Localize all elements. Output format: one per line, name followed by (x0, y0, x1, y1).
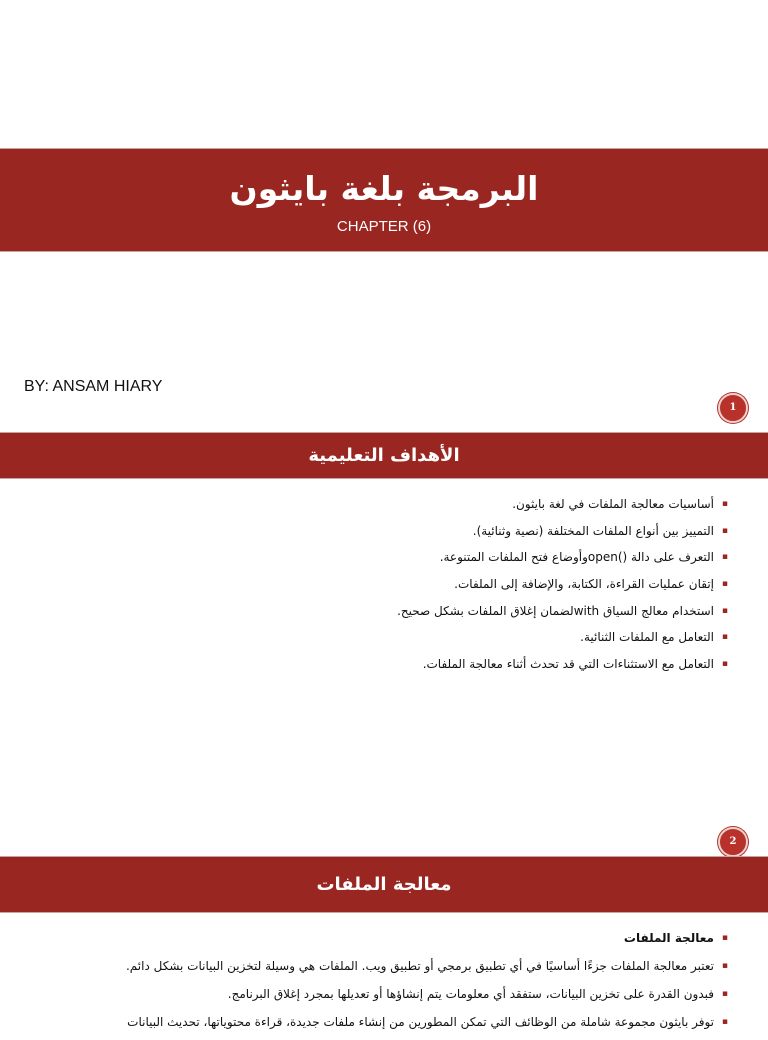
bullet-icon: ▪ (721, 632, 728, 643)
bullet-icon: ▪ (721, 659, 728, 670)
list-item (397, 601, 728, 628)
files-heading-band (0, 856, 768, 913)
list-item-text: التمييز بين أنواع الملفات المختلفة (نصية وثنائية). (472, 523, 714, 538)
chapter-subtitle: CHAPTER (6) (336, 218, 432, 235)
list-item-text: التعامل مع الاستثناءات التي قد تحدث أثناء معالجة الملفات. (422, 657, 714, 672)
list-item-text: توفر بايثون مجموعة شاملة من الوظائف التي تمكن المطورين من إنشاء ملفات جديدة، قراءة محتوياتها، تحديث البيانات (127, 1015, 714, 1029)
list-item (397, 547, 728, 574)
bullet-icon: ▪ (721, 525, 728, 536)
list-item (397, 627, 728, 654)
list-item-text: معالجة الملفات (623, 931, 714, 945)
files-heading: معالجة الملفات (316, 874, 452, 895)
bullet-icon: ▪ (721, 605, 728, 616)
list-item-text: تعتبر معالجة الملفات جزءًا أساسيًا في أي تطبيق برمجي أو تطبيق ويب. الملفات هي وسيلة لتخزين البيانات بشكل دائم. (125, 959, 714, 973)
bullet-icon: ▪ (721, 552, 728, 563)
list-item (397, 574, 728, 601)
bullet-icon: ▪ (721, 1017, 728, 1027)
list-item (126, 984, 728, 1012)
presentation-title: البرمجة بلغة بايثون (229, 169, 539, 208)
bullet-icon: ▪ (721, 989, 728, 999)
list-item-text: استخدام معالج السياق withلضمان إغلاق الملفات بشكل صحيح. (397, 603, 714, 618)
list-item-text: فبدون القدرة على تخزين البيانات، ستفقد أي معلومات يتم إنشاؤها أو تعديلها بمجرد إغلاق البرنامج. (227, 987, 714, 1001)
goals-heading: الأهداف التعليمية (308, 445, 460, 466)
bullet-icon: ▪ (721, 961, 728, 971)
goals-heading-band (0, 432, 768, 479)
list-item-text: إتقان عمليات القراءة، الكتابة، والإضافة إلى الملفات. (454, 577, 714, 592)
list-item-text: التعرف على دالة ()openوأوضاع فتح الملفات المتنوعة. (439, 550, 714, 565)
list-item-text: التعامل مع الملفات الثنائية. (580, 630, 714, 645)
title-banner (0, 148, 768, 252)
list-item (126, 956, 728, 984)
list-item-text: أساسيات معالجة الملفات في لغة بايثون. (512, 497, 714, 511)
bullet-icon: ▪ (721, 499, 728, 509)
slide-number-badge: 2 (718, 827, 748, 857)
bullet-icon: ▪ (721, 579, 728, 590)
author-line: BY: ANSAM HIARY (24, 378, 163, 395)
list-item (397, 521, 728, 548)
list-item (397, 494, 728, 521)
slide-number-badge: 1 (718, 393, 748, 423)
bullet-icon: ▪ (721, 933, 728, 943)
list-item (126, 928, 728, 956)
list-item (397, 654, 728, 681)
list-item (126, 1012, 728, 1040)
files-list (126, 928, 728, 1040)
goals-list (397, 494, 728, 681)
